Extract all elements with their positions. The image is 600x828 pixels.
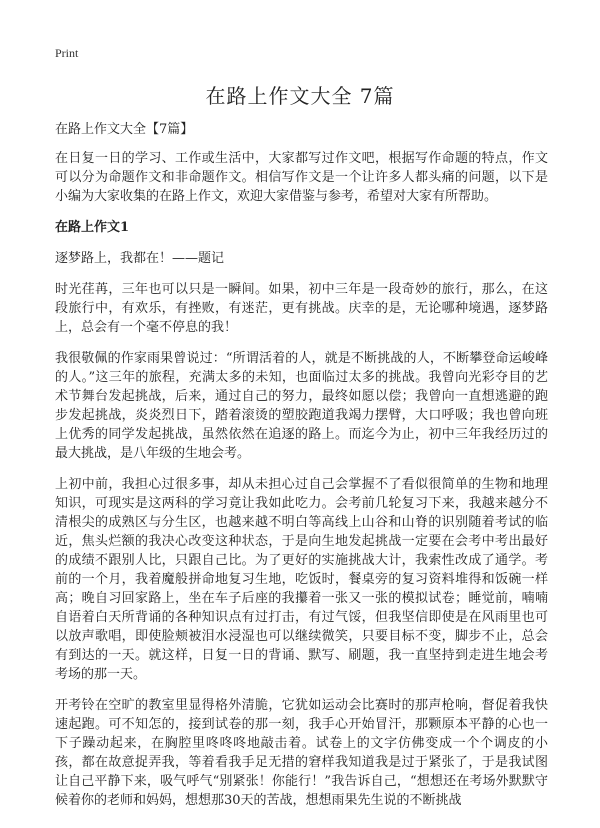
body-paragraph: 我很敬佩的作家雨果曾说过：“所谓活着的人，就是不断挑战的人，不断攀登命运峻峰的人。”这三年的旅程，充满太多的未知，也面临过太多的挑战。我曾向光彩夺目的艺术节舞台发起挑战，后来，通过自己的努力，最终如愿以偿；我曾向一直想逃避的跑步发起挑战，炎炎烈日下，踏着滚烫的塑胶跑道我竭力摆臂，大口呼吸；我也曾向班上优秀的同学发起挑战，虽然依然在追逐的路上。而迄今为止，初中三年我经历过的最大挑战，是八年级的生地会考。	[55, 351, 548, 461]
page-title: 在路上作文大全 7篇	[205, 84, 395, 108]
article-subtitle: 在路上作文大全【7篇】	[55, 122, 194, 137]
body-paragraph: 时光荏苒，三年也可以只是一瞬间。如果，初中三年是一段奇妙的旅行，那么，在这段旅行中，有欢乐，有挫败，有迷茫，更有挑战。庆幸的是，无论哪种境遇，逐梦路上，总会有一个毫不停息的我！	[55, 282, 548, 335]
section-heading: 在路上作文1	[55, 220, 130, 235]
intro-paragraph: 在日复一日的学习、工作或生活中，大家都写过作文吧，根据写作命题的特点，作文可以分为命题作文和非命题作文。相信写作文是一个让许多人都头痛的问题，以下是小编为大家收集的在路上作文，欢迎大家借鉴与参考，希望对大家有所帮助。	[55, 151, 548, 204]
body-paragraph: 上初中前，我担心过很多事，却从未担心过自己会掌握不了看似很简单的生物和地理知识，可现实是这两科的学习竟让我如此吃力。会考前几轮复习下来，我越来越分不清根尖的成熟区与分生区，也越来越不明白等高线上山谷和山脊的识别随着考试的临近，焦头烂额的我决心改变这种状态，于是向生地发起挑战一定要在会考中考出最好的成绩不跟别人比，只跟自己比。为了更好的实施挑战大计，我索性改成了通学。考前的一个月，我着魔般拼命地复习生地，吃饭时，餐桌旁的复习资料堆得和饭碗一样高；晚自习回家路上，坐在车子后座的我攥着一张又一张的模拟试卷；睡觉前，喃喃自语着白天所背诵的各种知识点有过打击，有过气馁，但我坚信即使是在风雨里也可以放声歌唱，即使脸颊被泪水浸湿也可以继续微笑，只要目标不变，脚步不止，总会有到达的一天。就这样，日复一日的背诵、默写、刷题，我一直坚持到走进生地会考考场的那一天。	[55, 477, 548, 682]
article-body	[55, 120, 548, 822]
body-paragraph: 开考铃在空旷的教室里显得格外清脆，它犹如运动会比赛时的那声枪响，督促着我快速起跑。可不知怎的，接到试卷的那一刻，我手心开始冒汗，那颗原本平静的心也一下子躁动起来，在胸腔里咚咚咚地敲击着。试卷上的文字仿佛变成一个个调皮的小孩，都在故意捉弄我，等着看我手足无措的窘样我知道我是过于紧张了，于是我试图让自己平静下来，吸气呼气“别紧张！你能行！”我告诉自己，“想想还在考场外默默守候着你的老师和妈妈，想想那30天的苦战，想想雨果先生说的不断挑战	[55, 698, 548, 808]
epigraph-paragraph: 逐梦路上，我都在！——题记	[55, 251, 225, 266]
print-link[interactable]: Print	[55, 46, 79, 60]
